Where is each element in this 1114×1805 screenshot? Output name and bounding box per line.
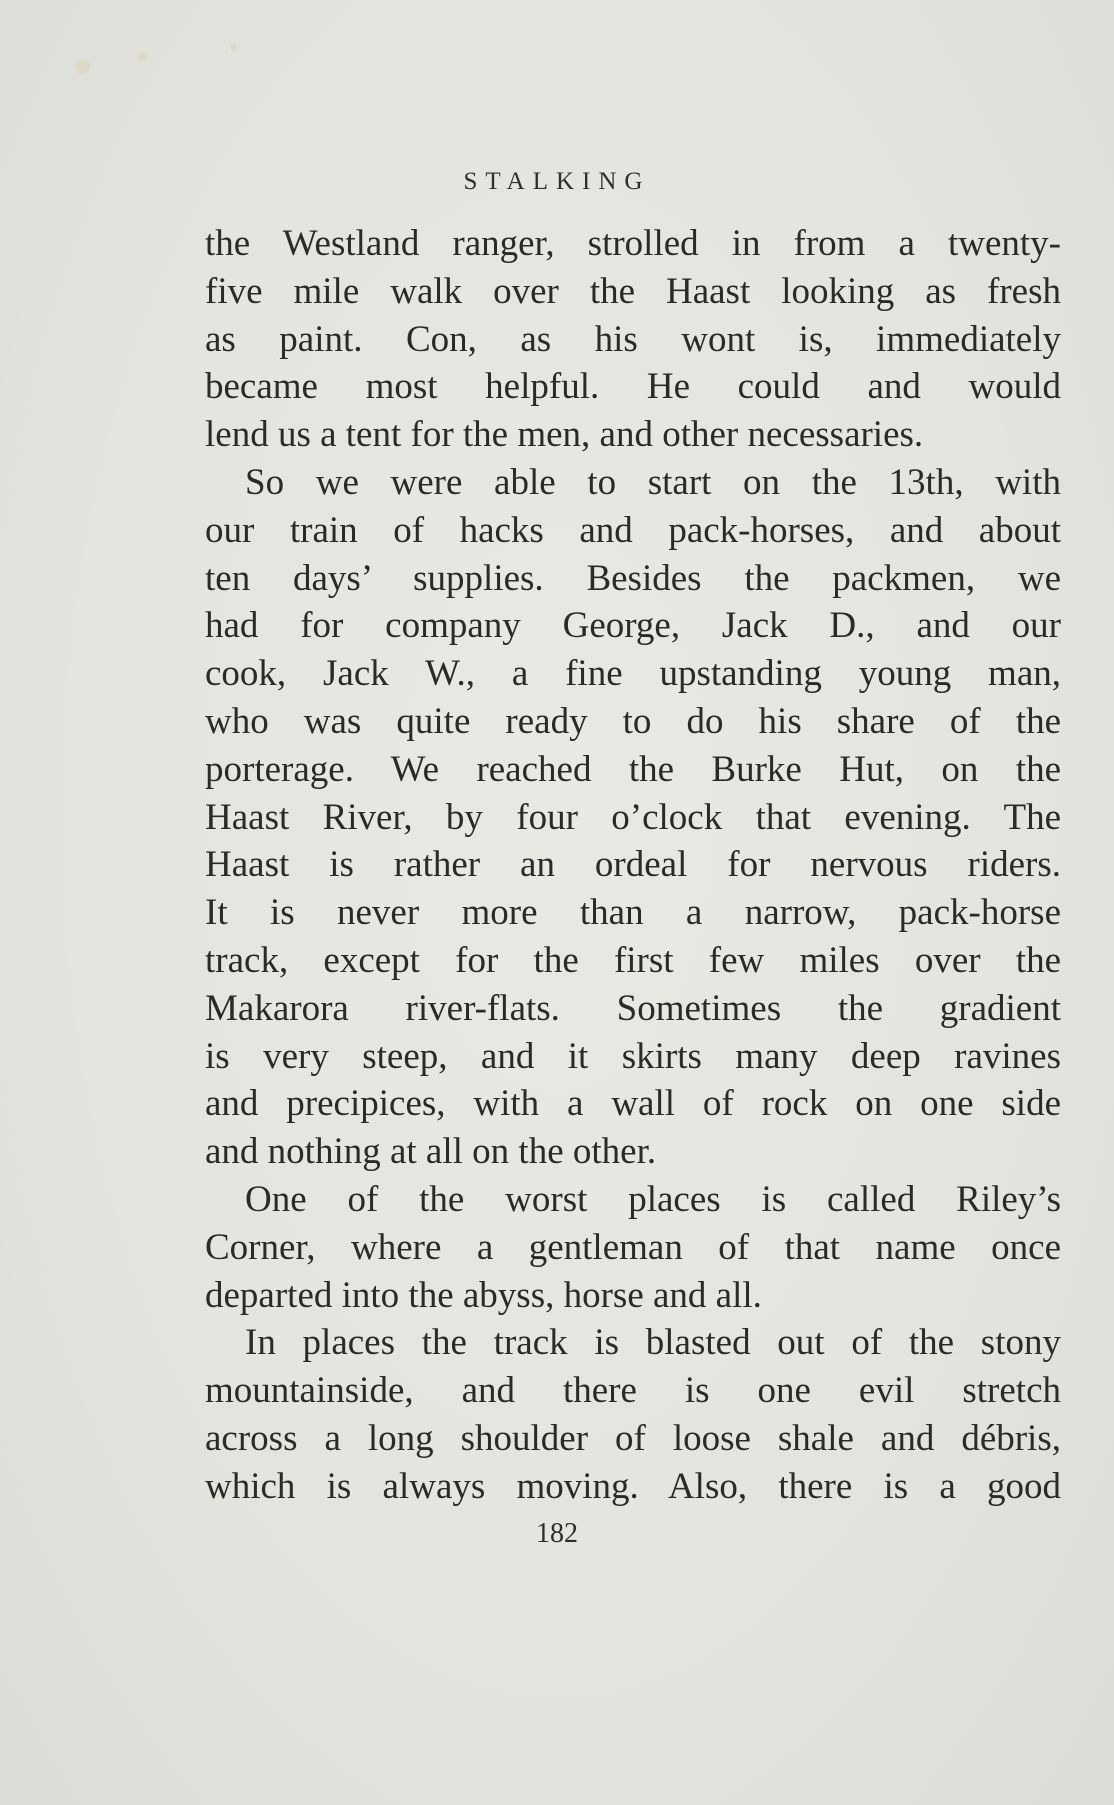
text-line: and nothing at all on the other. <box>205 1131 657 1173</box>
paper-stain <box>76 60 90 74</box>
text-line: our train of hacks and pack-horses, and about <box>205 509 1061 551</box>
text-line: the Westland ranger, strolled in from a twenty- <box>205 223 1061 264</box>
text-line: One of the worst places is called Riley’s <box>245 1178 1061 1220</box>
text-line: Haast River, by four o’clock that evening. The <box>205 796 1061 838</box>
text-line: track, except for the first few miles over the <box>205 939 1061 981</box>
text-line: It is never more than a narrow, pack-horse <box>205 892 1061 934</box>
text-line: across a long shoulder of loose shale and débris, <box>205 1417 1061 1459</box>
text-line: So we were able to start on the 13th, with <box>245 461 1061 503</box>
text-line: who was quite ready to do his share of the <box>205 700 1061 742</box>
text-line: cook, Jack W., a fine upstanding young man, <box>205 653 1061 695</box>
body-text <box>205 220 1061 1511</box>
text-line: is very steep, and it skirts many deep ravines <box>205 1035 1061 1077</box>
text-line: Corner, where a gentleman of that name once <box>205 1226 1061 1268</box>
running-head: STALKING <box>463 168 651 195</box>
text-line: In places the track is blasted out of the stony <box>245 1322 1061 1364</box>
text-line: Makarora river-flats. Sometimes the gradient <box>205 987 1061 1029</box>
text-line: ten days’ supplies. Besides the packmen, we <box>205 557 1061 599</box>
text-line: became most helpful. He could and would <box>205 366 1061 408</box>
paper-stain <box>230 44 237 51</box>
text-line: mountainside, and there is one evil stretch <box>205 1370 1061 1412</box>
text-line: departed into the abyss, horse and all. <box>205 1274 762 1316</box>
text-line: as paint. Con, as his wont is, immediately <box>205 318 1061 360</box>
text-line: had for company George, Jack D., and our <box>205 605 1061 647</box>
paper-stain <box>138 52 147 61</box>
text-line: porterage. We reached the Burke Hut, on the <box>205 748 1061 790</box>
text-line: which is always moving. Also, there is a good <box>205 1465 1061 1507</box>
text-line: Haast is rather an ordeal for nervous riders. <box>205 844 1061 886</box>
text-line: five mile walk over the Haast looking as fresh <box>205 270 1061 312</box>
text-line: and precipices, with a wall of rock on one side <box>205 1083 1061 1125</box>
text-line: lend us a tent for the men, and other necessaries. <box>205 414 924 456</box>
page-number: 182 <box>536 1518 578 1549</box>
